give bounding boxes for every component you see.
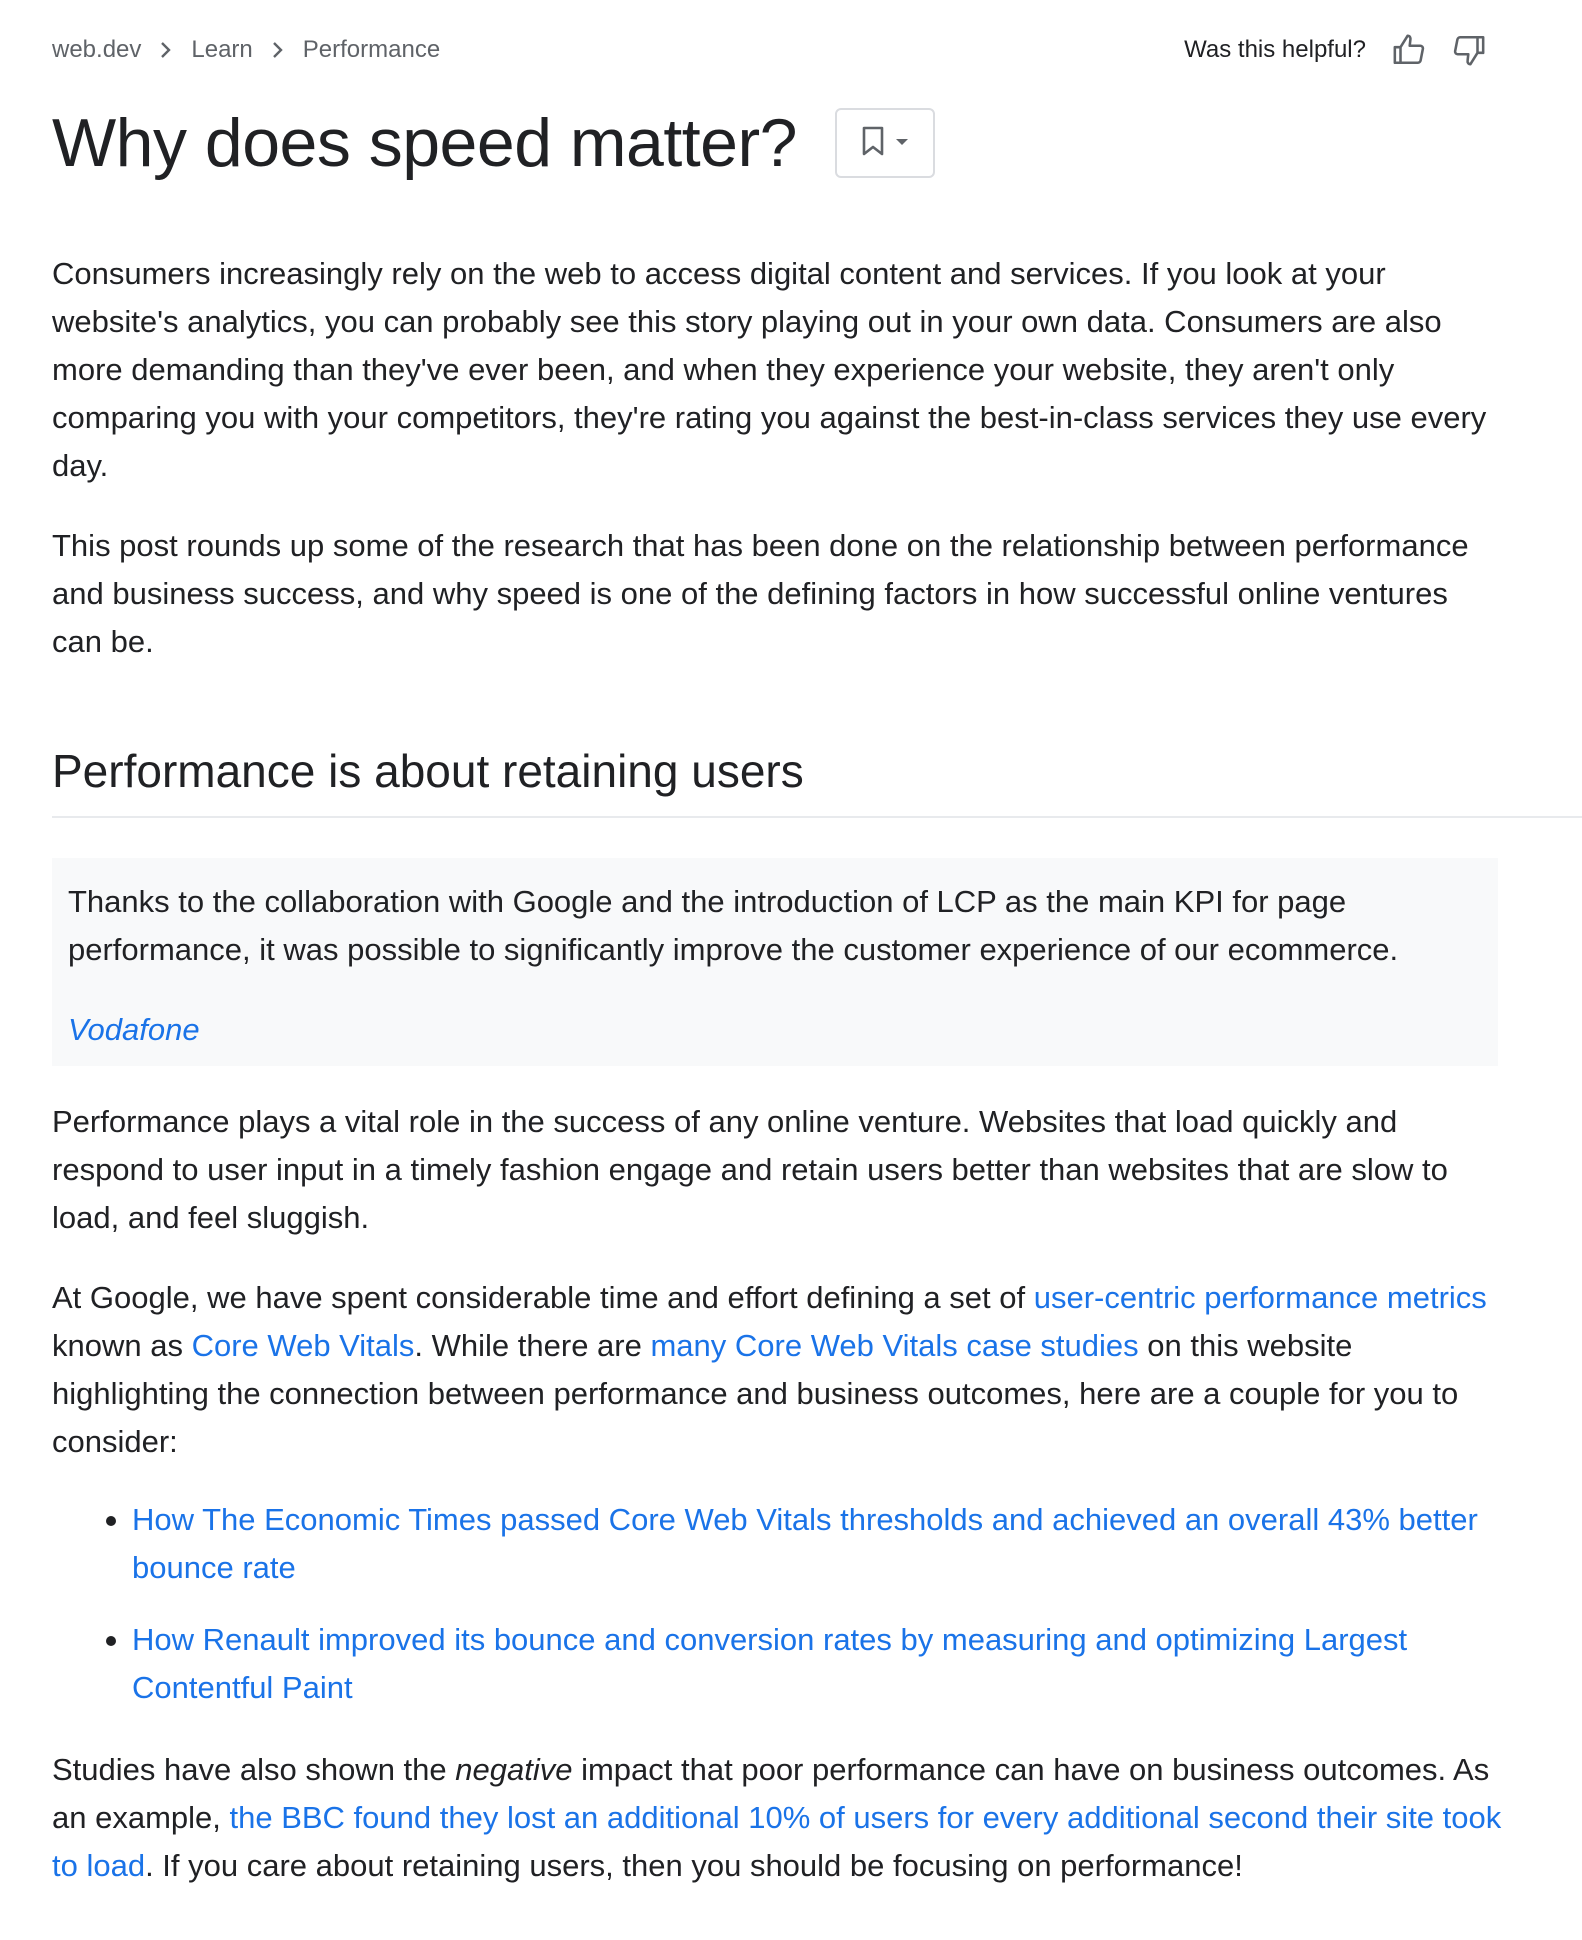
intro-paragraph-1: Consumers increasingly rely on the web to access digital content and services. If you look at your website's analytics, you can probably see this story playing out in your own data. Consumers are also more demanding than they've ever been, and when they experience your website, they aren't only comparing you with your competitors, they're rating you against the best-in-class services they use every day. xyxy=(52,256,1487,483)
list-item xyxy=(52,1616,1502,1712)
body-paragraph-1: Performance plays a vital role in the success of any online venture. Websites that load quickly and respond to user input in a timely fashion engage and retain users better than websites that are slow to load, and feel sluggish. xyxy=(52,1104,1448,1235)
text-span: . If you care about retaining users, then you should be focusing on performance! xyxy=(145,1848,1243,1883)
text-span: At Google, we have spent considerable time and effort defining a set of xyxy=(52,1280,1034,1315)
case-link-renault[interactable]: How Renault improved its bounce and conversion rates by measuring and optimizing Largest Contentful Paint xyxy=(132,1622,1408,1705)
text-span: Studies have also shown the xyxy=(52,1752,456,1787)
text-span: known as xyxy=(52,1328,192,1363)
quote-cite-link[interactable]: Vodafone xyxy=(68,1012,200,1047)
breadcrumb xyxy=(52,36,440,64)
case-link-economic-times[interactable]: How The Economic Times passed Core Web Vitals thresholds and achieved an overall 43% better bounce rate xyxy=(132,1502,1478,1585)
list-item xyxy=(52,1496,1502,1592)
thumb-down-icon[interactable] xyxy=(1452,33,1486,67)
breadcrumb-item-webdev[interactable]: web.dev xyxy=(52,36,142,63)
section-divider xyxy=(52,816,1582,818)
top-bar xyxy=(52,34,1486,66)
text-span: impact that poor performance can have on business outcomes. As an example, xyxy=(52,1752,1490,1835)
quote-text: Thanks to the collaboration with Google and the introduction of LCP as the main KPI for page performance, it was possible to significantly improve the customer experience of our ecommerce. xyxy=(68,884,1399,967)
feedback-label: Was this helpful? xyxy=(1184,36,1366,63)
bookmark-button[interactable] xyxy=(835,108,935,178)
text-span: on this website highlighting the connection between performance and business outcomes, here are a couple for you to consider: xyxy=(52,1328,1459,1459)
link-core-web-vitals[interactable]: Core Web Vitals xyxy=(191,1328,415,1363)
thumb-up-icon[interactable] xyxy=(1392,33,1426,67)
intro-paragraph-2: This post rounds up some of the research that has been done on the relationship between performance and business success, and why speed is one of the defining factors in how successful online ventures can be. xyxy=(52,528,1469,659)
bookmark-icon xyxy=(861,125,885,162)
section-heading: Performance is about retaining users xyxy=(52,745,804,797)
link-case-studies[interactable]: many Core Web Vitals case studies xyxy=(650,1328,1139,1363)
chevron-right-icon xyxy=(159,40,173,60)
breadcrumb-item-learn[interactable]: Learn xyxy=(191,36,253,63)
feedback-widget xyxy=(1184,33,1486,67)
testimonial-quote xyxy=(52,858,1498,1066)
page-title: Why does speed matter? xyxy=(52,105,797,181)
link-user-centric-metrics[interactable]: user-centric performance metrics xyxy=(1033,1280,1487,1315)
breadcrumb-item-performance[interactable]: Performance xyxy=(302,36,441,63)
body-paragraph-2 xyxy=(52,1274,1502,1466)
link-bbc-study[interactable]: the BBC found they lost an additional 10% of users for every additional second their site took to load xyxy=(52,1800,1502,1883)
body-paragraph-3 xyxy=(52,1746,1502,1890)
dropdown-arrow-icon xyxy=(895,134,909,152)
chevron-right-icon xyxy=(271,40,285,60)
quote-cite xyxy=(68,1006,1482,1054)
title-row xyxy=(52,104,935,182)
emphasis-text: negative xyxy=(455,1752,573,1787)
text-span: . While there are xyxy=(414,1328,651,1363)
case-study-list xyxy=(52,1496,1502,1736)
